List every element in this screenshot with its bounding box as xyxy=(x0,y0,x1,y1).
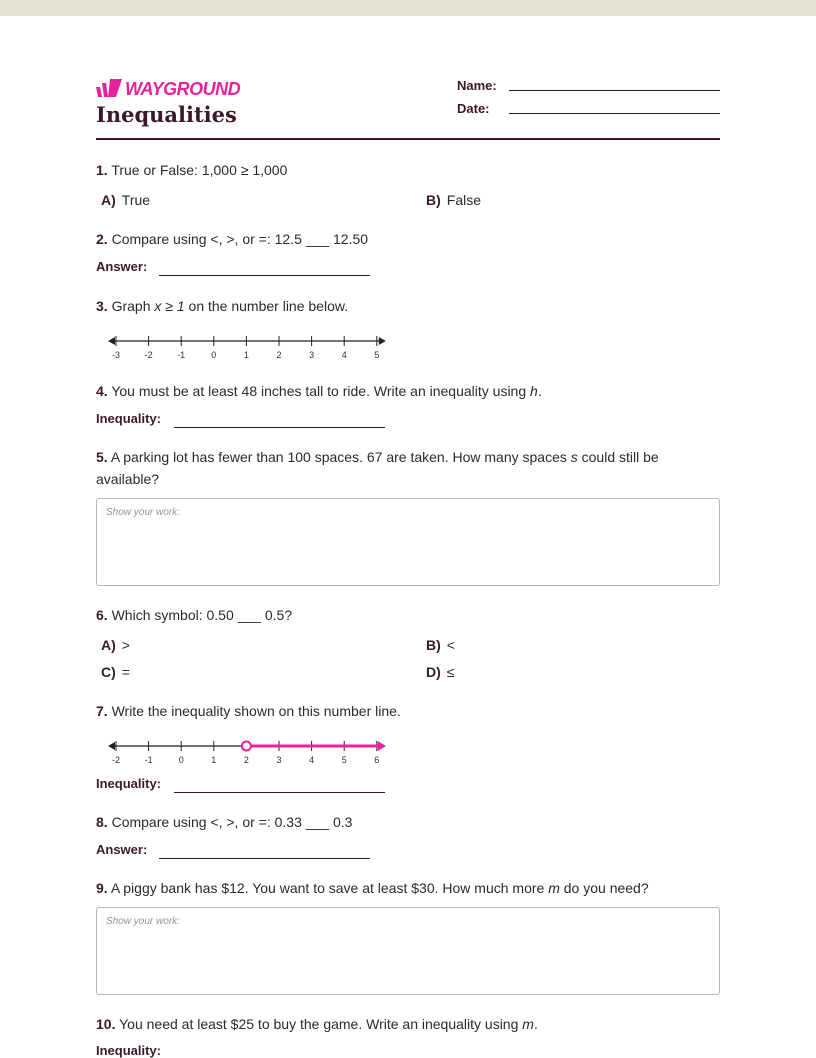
q9-work-area[interactable] xyxy=(96,907,720,995)
tick-label: -1 xyxy=(177,350,186,360)
name-field[interactable] xyxy=(509,90,720,91)
question-8: 8. Compare using <, >, or =: 0.33 ___ 0.3 xyxy=(96,814,353,830)
question-2: 2. Compare using <, >, or =: 12.5 ___ 12.50 xyxy=(96,231,369,247)
question-text: Write the inequality shown on this number line. xyxy=(111,703,401,719)
question-4: 4. You must be at least 48 inches tall to ride. Write an inequality using h. xyxy=(96,383,542,399)
right-arrow-icon xyxy=(379,337,386,345)
tick-label: -1 xyxy=(144,755,153,765)
inequality-label: Inequality: xyxy=(96,776,162,791)
ray-arrow-icon xyxy=(378,741,386,751)
question-3: 3. Graph x ≥ 1 on the number line below. xyxy=(96,298,349,314)
header-divider xyxy=(96,138,720,140)
q8-answer-field[interactable] xyxy=(159,858,370,859)
q6-option-c[interactable]: C) = xyxy=(101,664,130,680)
q5-work-area[interactable] xyxy=(96,498,720,586)
left-arrow-icon xyxy=(108,337,115,345)
question-text: True or False: 1,000 ≥ 1,000 xyxy=(111,162,288,178)
open-circle-endpoint xyxy=(242,742,251,751)
answer-label: Answer: xyxy=(96,842,148,857)
tick-label: 0 xyxy=(211,350,217,360)
question-1 xyxy=(96,159,720,181)
tick-label: 1 xyxy=(243,350,249,360)
q1-option-a[interactable]: A) True xyxy=(101,192,151,208)
question-text: Which symbol: 0.50 ___ 0.5? xyxy=(111,607,293,623)
q2-answer-field[interactable] xyxy=(159,275,370,276)
tick-label: 3 xyxy=(276,755,282,765)
q7-answer-field[interactable] xyxy=(174,792,385,793)
answer-label: Answer: xyxy=(96,259,148,274)
tick-label: 1 xyxy=(211,755,217,765)
question-10: 10. You need at least $25 to buy the game. Write an inequality using m. xyxy=(96,1016,538,1032)
question-9: 9. A piggy bank has $12. You want to save at least $30. How much more m do you need? xyxy=(96,880,649,896)
left-arrow-icon xyxy=(108,742,115,750)
inequality-label: Inequality: xyxy=(96,1043,162,1058)
question-number: 1. xyxy=(96,162,108,178)
q1-option-b[interactable]: B) False xyxy=(426,192,482,208)
question-text: Compare using <, >, or =: 0.33 ___ 0.3 xyxy=(111,814,353,830)
tick-label: 3 xyxy=(309,350,315,360)
brand-logo xyxy=(96,78,240,100)
tick-label: -3 xyxy=(111,350,121,360)
top-bar xyxy=(0,0,816,16)
tick-label: 6 xyxy=(374,755,380,765)
work-placeholder: Show your work: xyxy=(106,916,180,927)
tick-label: 5 xyxy=(374,350,380,360)
number-line-with-ray xyxy=(108,737,388,767)
work-placeholder: Show your work: xyxy=(106,507,180,518)
tick-label: 4 xyxy=(341,350,347,360)
question-7: 7. Write the inequality shown on this number line. xyxy=(96,703,401,719)
q6-option-b[interactable]: B) < xyxy=(426,637,455,653)
name-label: Name: xyxy=(457,78,497,93)
q6-option-a[interactable]: A) > xyxy=(101,637,130,653)
q4-answer-field[interactable] xyxy=(174,427,385,428)
q6-option-d[interactable]: D) ≤ xyxy=(426,664,455,680)
tick-label: 2 xyxy=(276,350,282,360)
tick-label: 0 xyxy=(178,755,184,765)
page-title: Inequalities xyxy=(96,102,237,127)
inequality-label: Inequality: xyxy=(96,411,162,426)
tick-label: 4 xyxy=(309,755,315,765)
date-label: Date: xyxy=(457,101,490,116)
question-text: Compare using <, >, or =: 12.5 ___ 12.50 xyxy=(111,231,369,247)
number-line[interactable] xyxy=(108,332,388,362)
tick-label: 2 xyxy=(243,755,249,765)
question-5: 5. A parking lot has fewer than 100 spaces. 67 are taken. How many spaces s could still be available? xyxy=(96,449,659,487)
tick-label: -2 xyxy=(111,755,121,765)
brand-name: WAYGROUND xyxy=(125,78,241,99)
date-field[interactable] xyxy=(509,113,720,114)
tick-label: 5 xyxy=(341,755,347,765)
wayground-logo-icon xyxy=(96,79,122,99)
tick-label: -2 xyxy=(144,350,153,360)
question-6: 6. Which symbol: 0.50 ___ 0.5? xyxy=(96,607,293,623)
